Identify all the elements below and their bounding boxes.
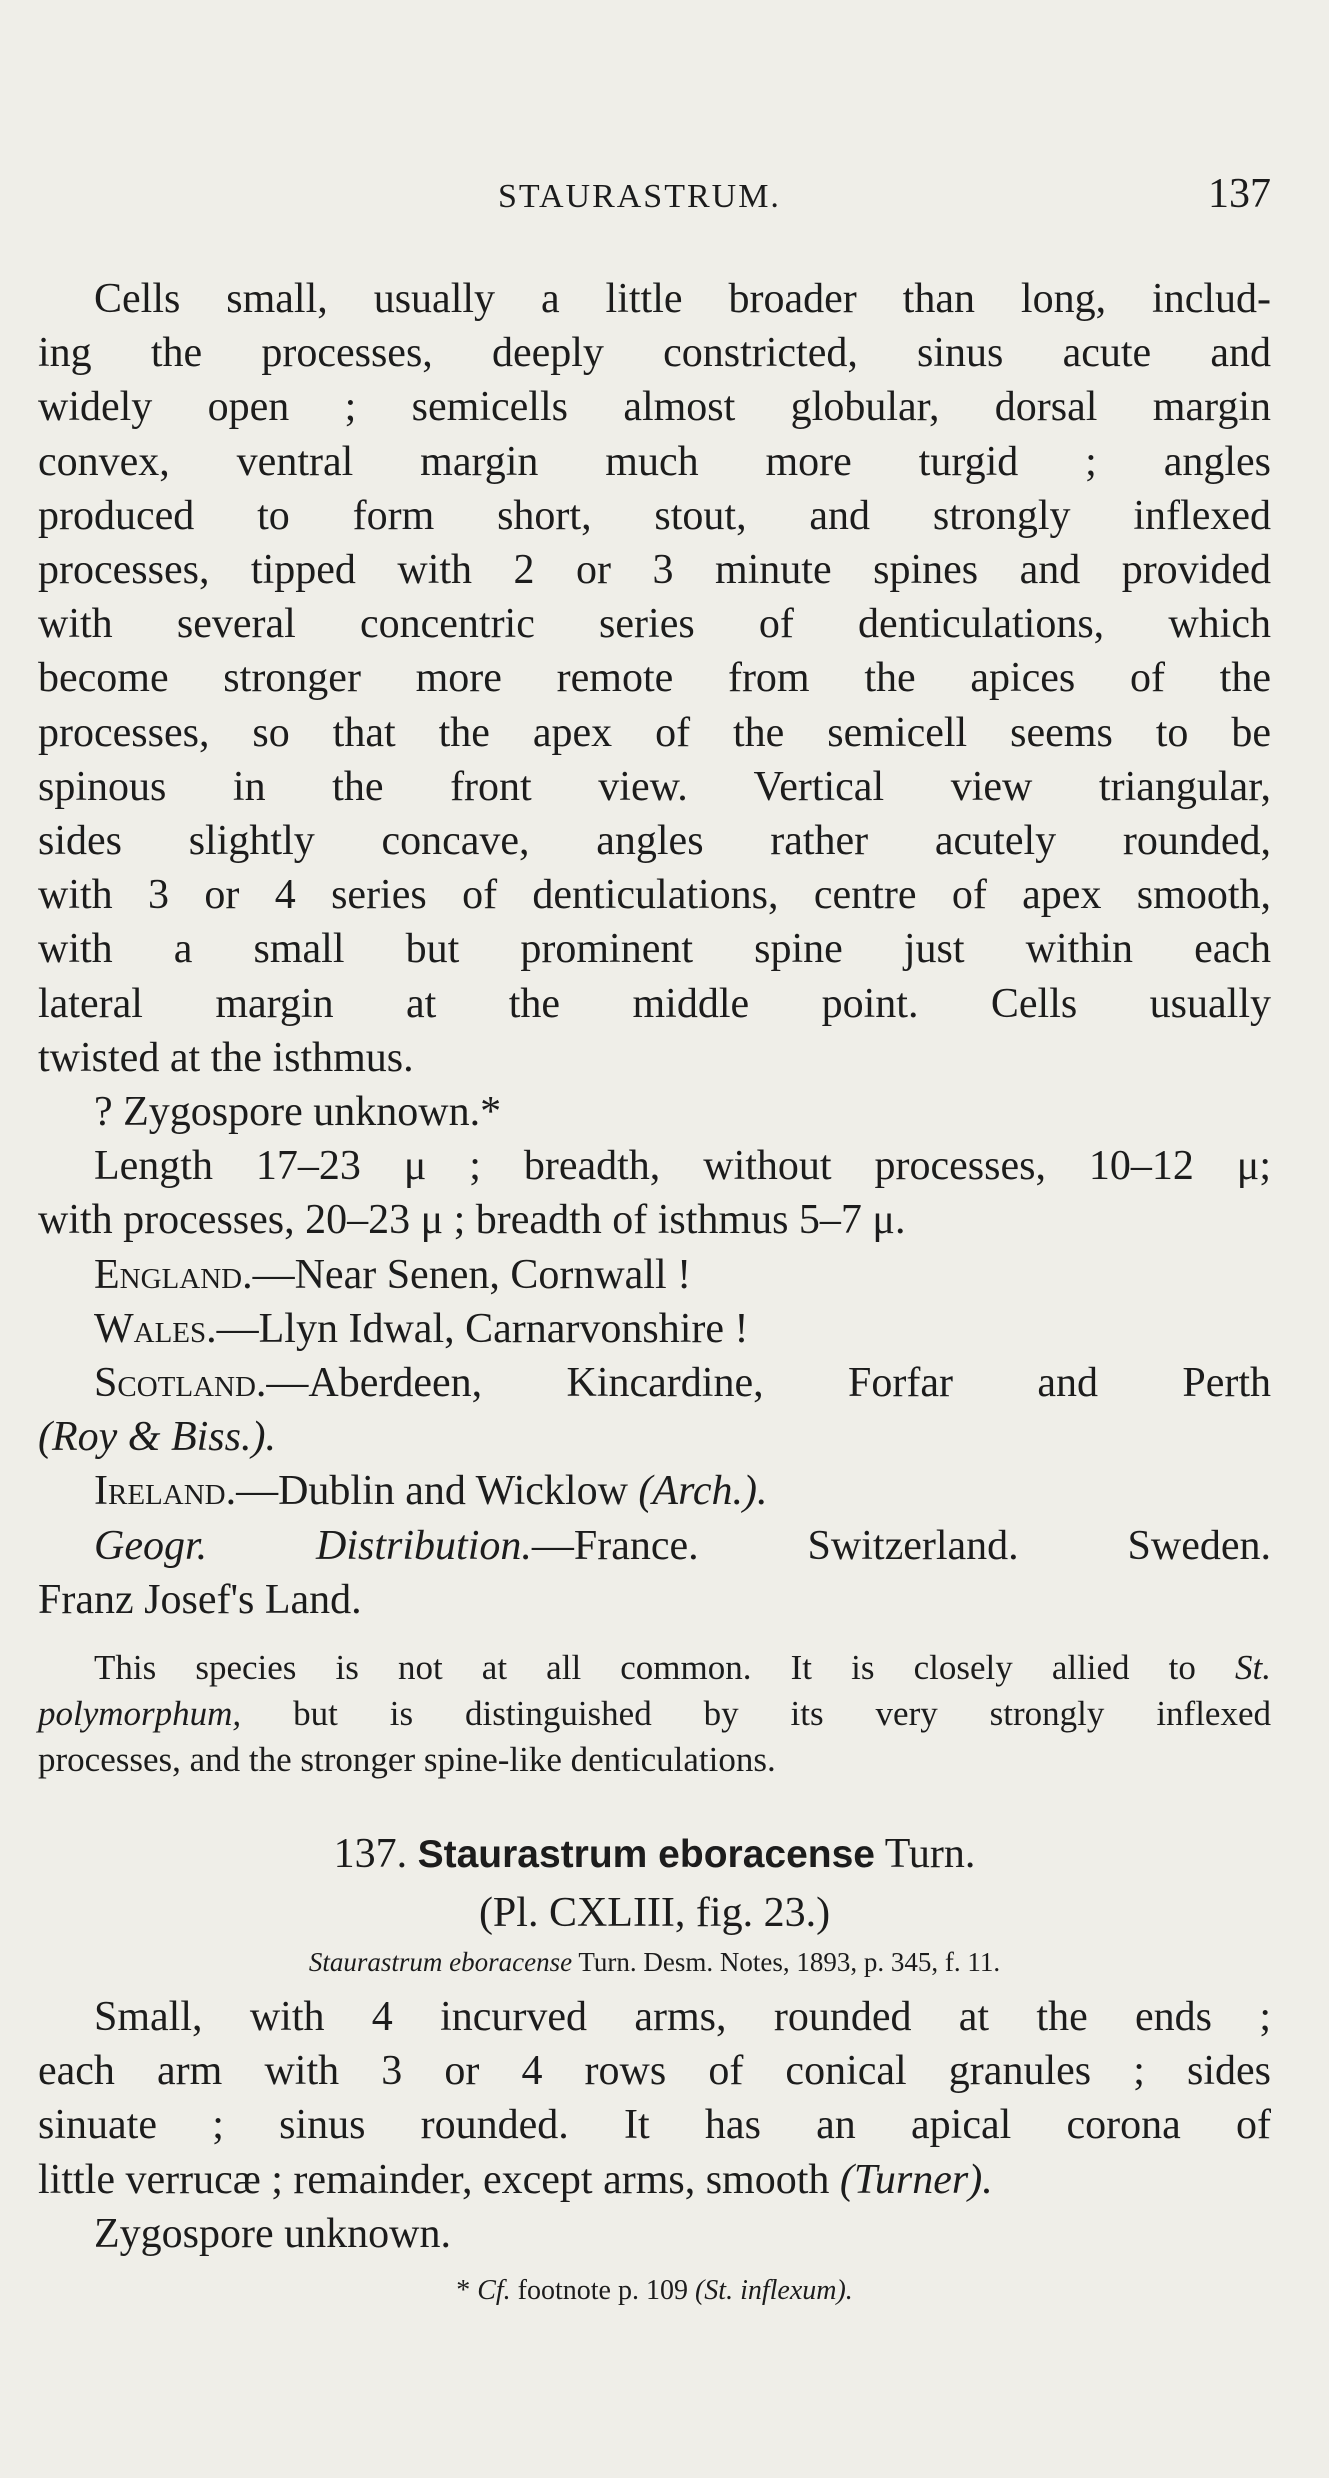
- locality-label: Scotland.: [94, 1360, 267, 1407]
- locality-ireland: [38, 1464, 1271, 1518]
- species-heading: [38, 1825, 1271, 1884]
- note-text: processes, and the stronger spine-like denticulations.: [38, 1740, 776, 1780]
- text-line: convex, ventral margin much more turgid ; angles: [38, 438, 1271, 485]
- locality-text: —Dublin and Wicklow: [236, 1468, 628, 1515]
- footnote-ref: (St. inflexum).: [694, 2275, 853, 2307]
- dimensions-line: Length 17–23 μ ; breadth, without processes, 10–12 μ;: [94, 1143, 1271, 1190]
- species-authority: Turn.: [884, 1831, 976, 1878]
- note-text: This species is not at all common. It is closely allied to: [94, 1648, 1236, 1688]
- text-line: with several concentric series of denticulations, which: [38, 601, 1271, 648]
- text-line: ing the processes, deeply constricted, sinus acute and: [38, 330, 1271, 377]
- note-text: but is distinguished by its very strongly inflexed: [241, 1694, 1271, 1734]
- text-line: Cells small, usually a little broader than long, includ-: [94, 276, 1271, 322]
- page-body: [38, 272, 1271, 2311]
- text-line: with 3 or 4 series of denticulations, centre of apex smooth,: [38, 872, 1271, 919]
- dimensions-line: with processes, 20–23 μ ; breadth of isthmus 5–7 μ.: [38, 1197, 906, 1244]
- dimensions-paragraph: [38, 1139, 1271, 1247]
- distribution-text: —France. Switzerland. Sweden.: [531, 1522, 1271, 1569]
- note-italic: polymorphum,: [38, 1694, 242, 1734]
- footnote: [38, 2271, 1271, 2311]
- text-line: Small, with 4 incurved arms, rounded at the ends ;: [94, 1994, 1271, 2041]
- text-line: widely open ; semicells almost globular, dorsal margin: [38, 384, 1271, 431]
- locality-text: —Near Senen, Cornwall !: [252, 1251, 692, 1298]
- locality-scotland: [38, 1356, 1271, 1464]
- synonym-name: Staurastrum eboracense: [308, 1947, 573, 1978]
- synonym-citation: [38, 1942, 1271, 1982]
- text-line: each arm with 3 or 4 rows of conical granules ; sides: [38, 2048, 1271, 2095]
- locality-authority: (Arch.).: [638, 1468, 768, 1515]
- distribution-label: Geogr. Distribution.: [94, 1522, 532, 1569]
- locality-label: Ireland.: [94, 1468, 237, 1515]
- page-number: 137: [1208, 171, 1271, 217]
- synonym-ref: Turn. Desm. Notes, 1893, p. 345, f. 11.: [572, 1947, 1001, 1978]
- description-authority: (Turner).: [839, 2156, 993, 2203]
- species-name: Staurastrum eboracense: [417, 1833, 875, 1877]
- text-line: little verrucæ ; remainder, except arms, smooth: [38, 2156, 830, 2203]
- text-line: sinuate ; sinus rounded. It has an apical corona of: [38, 2102, 1271, 2149]
- species-number: 137.: [333, 1831, 408, 1878]
- geographic-distribution: [38, 1519, 1271, 1627]
- text-line: processes, tipped with 2 or 3 minute spines and provided: [38, 547, 1271, 594]
- text-line: twisted at the isthmus.: [38, 1034, 414, 1081]
- text-line: produced to form short, stout, and strongly inflexed: [38, 492, 1271, 539]
- text-line: lateral margin at the middle point. Cells usually: [38, 980, 1271, 1027]
- text-line: sides slightly concave, angles rather acutely rounded,: [38, 818, 1271, 865]
- zygospore-note: Zygospore unknown.: [94, 2210, 451, 2257]
- plate-reference: (Pl. CXLIII, fig. 23.): [478, 1890, 831, 1937]
- page-header: [38, 170, 1271, 230]
- note-italic: St.: [1235, 1648, 1271, 1688]
- description-paragraph: [38, 272, 1271, 1085]
- locality-text: —Llyn Idwal, Carnarvonshire !: [216, 1305, 749, 1352]
- locality-label: England.: [94, 1251, 253, 1298]
- species-zygospore: [38, 2207, 1271, 2261]
- distribution-text: Franz Josef's Land.: [38, 1576, 362, 1623]
- locality-wales: [38, 1302, 1271, 1356]
- footnote-text: footnote p. 109: [510, 2275, 695, 2307]
- species-note: [38, 1645, 1271, 1783]
- text-line: spinous in the front view. Vertical view triangular,: [38, 763, 1271, 810]
- text-line: become stronger more remote from the apices of the: [38, 655, 1271, 702]
- species-description: [38, 1990, 1271, 2207]
- locality-england: [38, 1248, 1271, 1302]
- locality-label: Wales.: [94, 1305, 217, 1352]
- running-title: STAURASTRUM.: [498, 178, 781, 215]
- footnote-mark: *: [456, 2275, 478, 2307]
- locality-authority: (Roy & Biss.).: [38, 1414, 276, 1461]
- zygospore-paragraph: [38, 1085, 1271, 1139]
- text-line: processes, so that the apex of the semicell seems to be: [38, 709, 1271, 756]
- zygospore-note: ? Zygospore unknown.*: [94, 1089, 502, 1136]
- footnote-cf: Cf.: [477, 2275, 511, 2307]
- locality-text: —Aberdeen, Kincardine, Forfar and Perth: [266, 1360, 1271, 1407]
- text-line: with a small but prominent spine just within each: [38, 926, 1271, 973]
